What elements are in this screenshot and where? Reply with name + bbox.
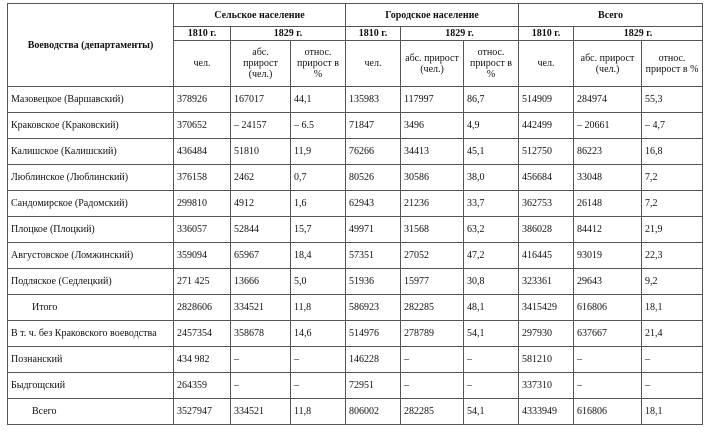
value-cell: – [231,347,291,373]
value-cell: 336057 [174,217,231,243]
value-cell: – 24157 [231,113,291,139]
value-cell: 334521 [231,399,291,425]
value-cell: 18,1 [642,295,703,321]
value-cell: 45,1 [464,139,519,165]
value-cell: 0,7 [291,165,346,191]
region-name-cell: Сандомирское (Радомский) [8,191,174,217]
value-cell: 44,1 [291,87,346,113]
table-row [8,191,703,217]
value-cell: 4,9 [464,113,519,139]
value-cell: 54,1 [464,321,519,347]
value-cell: 514909 [519,87,574,113]
value-cell: 49971 [346,217,401,243]
value-cell: 4333949 [519,399,574,425]
value-cell: 33,7 [464,191,519,217]
value-cell: 51810 [231,139,291,165]
value-cell: 33048 [574,165,642,191]
table-row [8,269,703,295]
value-cell: 22,3 [642,243,703,269]
value-cell: 11,9 [291,139,346,165]
table-row [8,87,703,113]
value-cell: 271 425 [174,269,231,295]
region-name-cell: Люблинское (Люблинский) [8,165,174,191]
year-1829-header: 1829 г. [231,27,346,41]
value-cell: 376158 [174,165,231,191]
value-cell: 282285 [401,399,464,425]
value-cell: 434 982 [174,347,231,373]
year-1829-header: 1829 г. [401,27,519,41]
value-cell: 4912 [231,191,291,217]
value-cell: 38,0 [464,165,519,191]
value-cell: 86223 [574,139,642,165]
region-name-cell: Августовское (Ломжинский) [8,243,174,269]
value-cell: 2828606 [174,295,231,321]
value-cell: 135983 [346,87,401,113]
value-cell: 264359 [174,373,231,399]
value-cell: 359094 [174,243,231,269]
people-column-header: чел. [519,41,574,87]
value-cell: 3415429 [519,295,574,321]
value-cell: 337310 [519,373,574,399]
value-cell: 30586 [401,165,464,191]
value-cell: – [574,373,642,399]
value-cell: 334521 [231,295,291,321]
value-cell: 616806 [574,295,642,321]
value-cell: 9,2 [642,269,703,295]
value-cell: 512750 [519,139,574,165]
value-cell: 456684 [519,165,574,191]
region-name-cell: Плоцкое (Плоцкий) [8,217,174,243]
value-cell: 616806 [574,399,642,425]
value-cell: – [642,347,703,373]
value-cell: – 6.5 [291,113,346,139]
population-table [7,3,703,425]
value-cell: 21,9 [642,217,703,243]
table-row [8,373,703,399]
table-row [8,347,703,373]
value-cell: – [401,347,464,373]
value-cell: 299810 [174,191,231,217]
table-row [8,243,703,269]
value-cell: 167017 [231,87,291,113]
table-row [8,399,703,425]
value-cell: 51936 [346,269,401,295]
value-cell: 72951 [346,373,401,399]
year-1810-header: 1810 г. [519,27,574,41]
rel-growth-column-header: относ. прирост в % [464,41,519,87]
group-header-urban: Городское население [346,4,519,27]
value-cell: 2457354 [174,321,231,347]
value-cell: – 20661 [574,113,642,139]
table-row [8,139,703,165]
year-1810-header: 1810 г. [346,27,401,41]
value-cell: 13666 [231,269,291,295]
region-name-cell: Всего [8,399,174,425]
value-cell: – 4,7 [642,113,703,139]
value-cell: – [574,347,642,373]
value-cell: 63,2 [464,217,519,243]
value-cell: 117997 [401,87,464,113]
value-cell: 86,7 [464,87,519,113]
value-cell: 57351 [346,243,401,269]
value-cell: 581210 [519,347,574,373]
region-name-cell: Подляское (Седлецкий) [8,269,174,295]
value-cell: 18,4 [291,243,346,269]
value-cell: 297930 [519,321,574,347]
value-cell: 84412 [574,217,642,243]
region-name-cell: Калишское (Калишский) [8,139,174,165]
value-cell: 416445 [519,243,574,269]
value-cell: 31568 [401,217,464,243]
value-cell: 76266 [346,139,401,165]
value-cell: 2462 [231,165,291,191]
table-row [8,321,703,347]
value-cell: 47,2 [464,243,519,269]
value-cell: – [291,373,346,399]
value-cell: 18,1 [642,399,703,425]
value-cell: 362753 [519,191,574,217]
value-cell: 26148 [574,191,642,217]
value-cell: 323361 [519,269,574,295]
value-cell: 54,1 [464,399,519,425]
table-row [8,217,703,243]
value-cell: 21236 [401,191,464,217]
value-cell: 65967 [231,243,291,269]
value-cell: 442499 [519,113,574,139]
value-cell: 55,3 [642,87,703,113]
value-cell: 30,8 [464,269,519,295]
region-name-cell: Быдгощский [8,373,174,399]
value-cell: 1,6 [291,191,346,217]
people-column-header: чел. [346,41,401,87]
value-cell: 146228 [346,347,401,373]
value-cell: 48,1 [464,295,519,321]
value-cell: 436484 [174,139,231,165]
value-cell: 284974 [574,87,642,113]
value-cell: – [642,373,703,399]
value-cell: 278789 [401,321,464,347]
value-cell: 5,0 [291,269,346,295]
abs-growth-column-header: абс. прирост (чел.) [574,41,642,87]
value-cell: 93019 [574,243,642,269]
value-cell: 282285 [401,295,464,321]
value-cell: 62943 [346,191,401,217]
value-cell: 80526 [346,165,401,191]
year-1829-header: 1829 г. [574,27,703,41]
value-cell: 71847 [346,113,401,139]
value-cell: 386028 [519,217,574,243]
people-column-header: чел. [174,41,231,87]
value-cell: 15977 [401,269,464,295]
value-cell: 378926 [174,87,231,113]
value-cell: 7,2 [642,165,703,191]
region-name-cell: Итого [8,295,174,321]
abs-growth-column-header: абс. прирост (чел.) [401,41,464,87]
region-name-cell: Мазовецкое (Варшавский) [8,87,174,113]
table-row [8,113,703,139]
value-cell: 514976 [346,321,401,347]
value-cell: – [401,373,464,399]
value-cell: 14,6 [291,321,346,347]
value-cell: 11,8 [291,295,346,321]
region-name-cell: Познанский [8,347,174,373]
value-cell: – [231,373,291,399]
value-cell: 586923 [346,295,401,321]
value-cell: 358678 [231,321,291,347]
value-cell: 370652 [174,113,231,139]
value-cell: 806002 [346,399,401,425]
region-column-header: Воеводства (департаменты) [8,4,174,87]
value-cell: 3496 [401,113,464,139]
value-cell: 15,7 [291,217,346,243]
value-cell: 3527947 [174,399,231,425]
value-cell: – [464,347,519,373]
rel-growth-column-header: относ. прирост в % [642,41,703,87]
abs-growth-column-header: абс. прирост (чел.) [231,41,291,87]
region-name-cell: Краковское (Краковский) [8,113,174,139]
value-cell: – [464,373,519,399]
value-cell: 27052 [401,243,464,269]
table-row [8,165,703,191]
value-cell: – [291,347,346,373]
table-row [8,295,703,321]
value-cell: 52844 [231,217,291,243]
value-cell: 11,8 [291,399,346,425]
value-cell: 21,4 [642,321,703,347]
group-header-total: Всего [519,4,703,27]
value-cell: 34413 [401,139,464,165]
year-1810-header: 1810 г. [174,27,231,41]
value-cell: 29643 [574,269,642,295]
value-cell: 637667 [574,321,642,347]
value-cell: 16,8 [642,139,703,165]
region-name-cell: В т. ч. без Краковского воеводства [8,321,174,347]
value-cell: 7,2 [642,191,703,217]
table-body [8,87,703,425]
group-header-rural: Сельское население [174,4,346,27]
rel-growth-column-header: относ. прирост в % [291,41,346,87]
